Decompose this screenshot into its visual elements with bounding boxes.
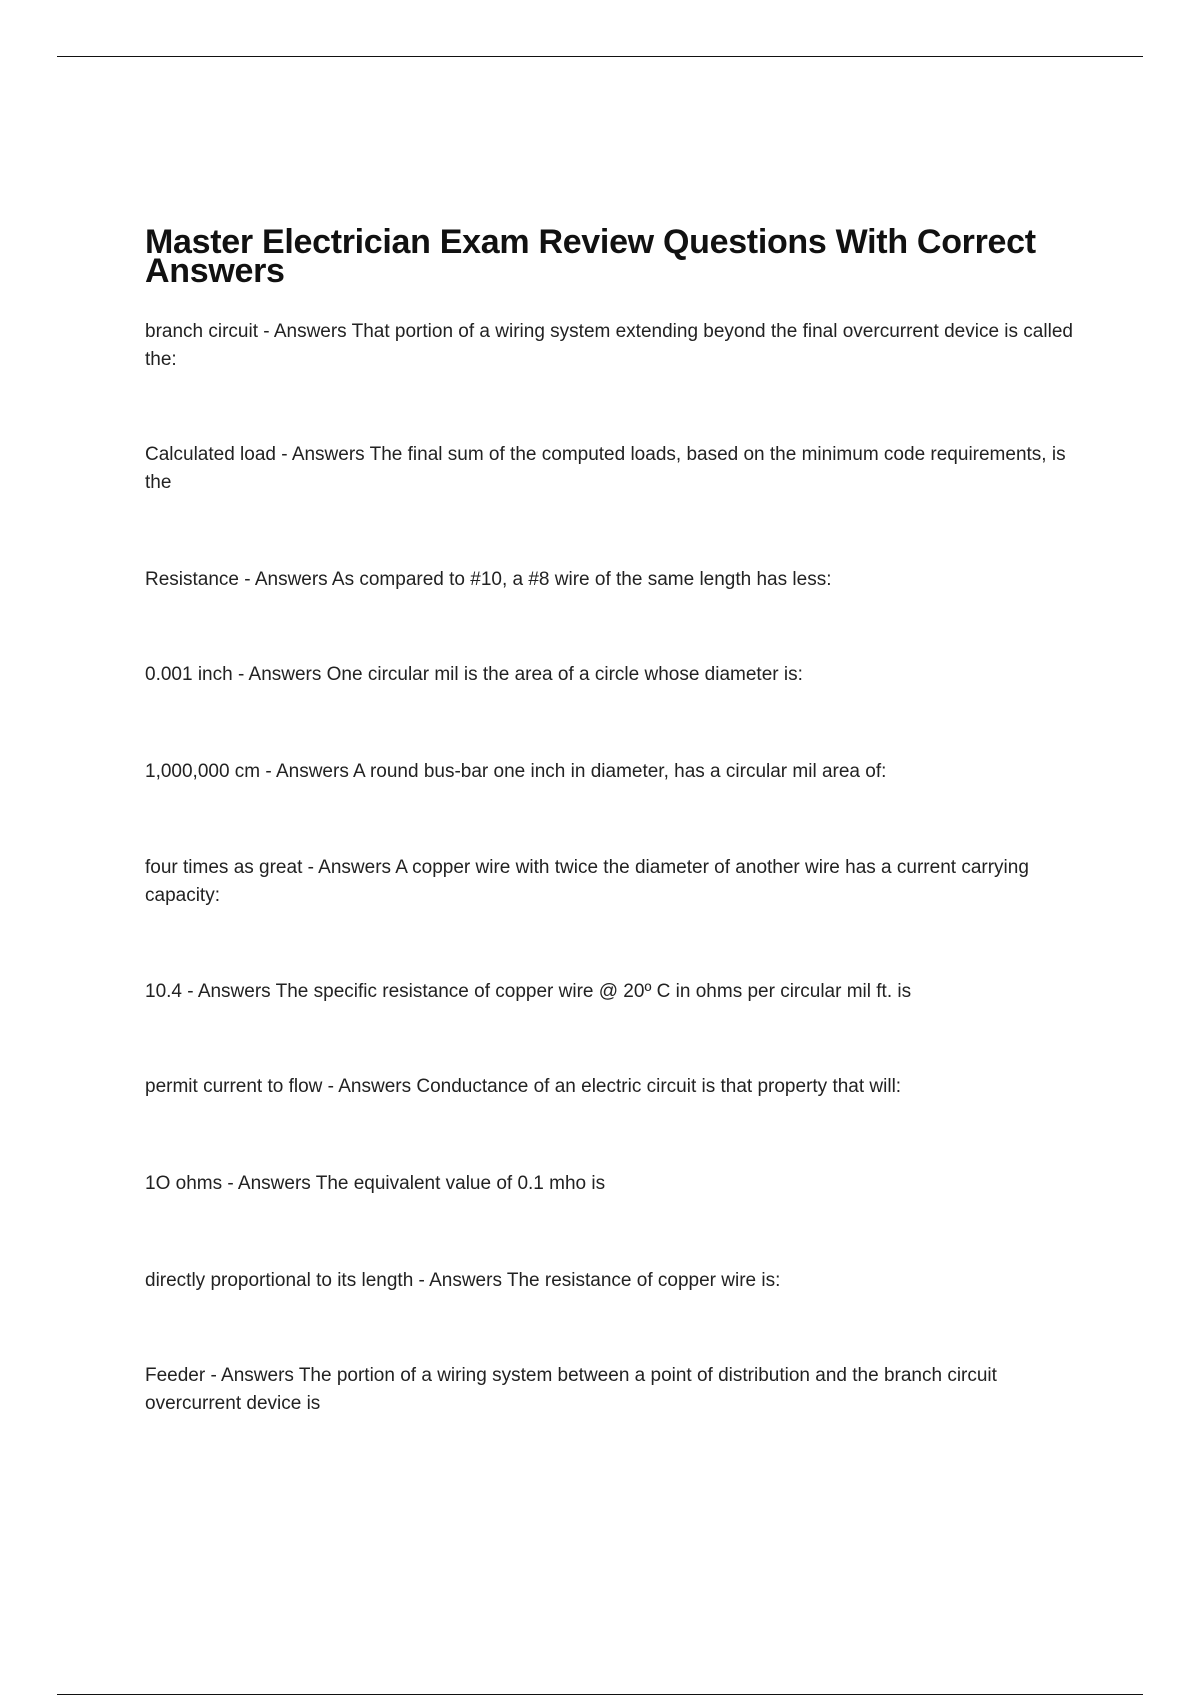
list-item: branch circuit - Answers That portion of a wiring system extending beyond the final overcurrent device is called the:	[145, 321, 1073, 370]
footer-rule	[57, 1694, 1143, 1695]
list-item: permit current to flow - Answers Conductance of an electric circuit is that property that will:	[145, 1076, 902, 1097]
list-item: four times as great - Answers A copper wire with twice the diameter of another wire has a current carrying capacity:	[145, 857, 1029, 906]
list-item: 10.4 - Answers The specific resistance of copper wire @ 20º C in ohms per circular mil ft. is	[145, 981, 912, 1002]
list-item: 0.001 inch - Answers One circular mil is the area of a circle whose diameter is:	[145, 664, 803, 685]
list-item: directly proportional to its length - Answers The resistance of copper wire is:	[145, 1270, 781, 1291]
list-item: 1,000,000 cm - Answers A round bus-bar one inch in diameter, has a circular mil area of:	[145, 761, 887, 782]
list-item: Calculated load - Answers The final sum of the computed loads, based on the minimum code requirements, is the	[145, 444, 1066, 493]
list-item: Resistance - Answers As compared to #10, a #8 wire of the same length has less:	[145, 569, 832, 590]
qa-list	[145, 0, 1085, 1700]
list-item: 1O ohms - Answers The equivalent value of 0.1 mho is	[145, 1173, 606, 1194]
page-title: Master Electrician Exam Review Questions With Correct Answers	[145, 223, 1036, 290]
list-item: Feeder - Answers The portion of a wiring system between a point of distribution and the branch circuit overcurrent device is	[145, 1365, 997, 1414]
